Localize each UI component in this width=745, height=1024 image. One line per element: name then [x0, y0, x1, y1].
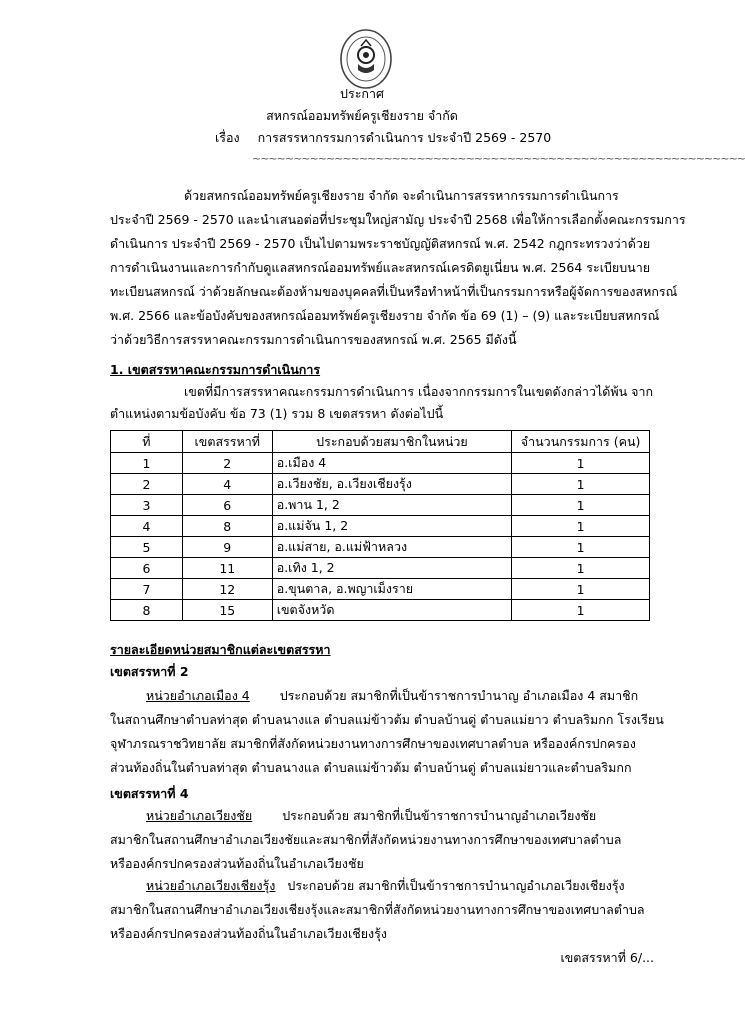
zone4-unit2-line-1-text: ประกอบด้วย สมาชิกที่เป็นข้าราชการบำนาญอำเภอเวียงเชียงรุ้ง: [287, 878, 625, 893]
announcement-title: ประกาศ: [340, 86, 384, 101]
zone2-heading: เขตสรรหาที่ 2: [110, 664, 189, 679]
zone2-line-1: [146, 688, 638, 704]
cell-count: 1: [512, 537, 650, 558]
cell-units: อ.แม่สาย, อ.แม่ฟ้าหลวง: [272, 537, 512, 558]
subject-label: เรื่อง: [215, 130, 240, 145]
intro-line-4: การดำเนินงานและการกำกับดูแลสหกรณ์ออมทรัพย์และสหกรณ์เครดิตยูเนี่ยน พ.ศ. 2564 ระเบียบนาย: [110, 260, 651, 275]
table-row: [111, 558, 650, 579]
zone4-unit1-name: หน่วยอำเภอเวียงชัย: [146, 808, 253, 823]
cell-no: 1: [111, 453, 183, 474]
table-row: [111, 537, 650, 558]
zone4-unit2-line-3: หรือองค์กรปกครองส่วนท้องถิ่นในอำเภอเวียงเชียงรุ้ง: [110, 926, 387, 941]
cell-units: อ.พาน 1, 2: [272, 495, 512, 516]
cell-units: อ.เมือง 4: [272, 453, 512, 474]
zone4-unit2-line-2: สมาชิกในสถานศึกษาอำเภอเวียงเชียงรุ้งและสมาชิกที่สังกัดหน่วยงานทางการศึกษาของเทศบาลตำบล: [110, 902, 645, 917]
header-zone: เขตสรรหาที่: [182, 431, 272, 453]
cell-count: 1: [512, 453, 650, 474]
cell-zone: 12: [182, 579, 272, 600]
zone2-unit-name: หน่วยอำเภอเมือง 4: [146, 688, 250, 703]
zone4-unit1-line-1: [146, 808, 596, 824]
cell-count: 1: [512, 495, 650, 516]
table-header-row: [111, 431, 650, 453]
table-row: [111, 495, 650, 516]
header-divider: ~~~~~~~~~~~~~~~~~~~~~~~~~~~~~~~~~~~~~~~~~~~~~~~~~~~~~~~~~~~~: [252, 152, 745, 165]
section1-line-1: เขตที่มีการสรรหาคณะกรรมการดำเนินการ เนื่องจากกรรมการในเขตดังกล่าวได้พ้น จาก: [184, 384, 654, 399]
cell-units: อ.แม่จัน 1, 2: [272, 516, 512, 537]
cell-zone: 2: [182, 453, 272, 474]
zone2-line-2: ในสถานศึกษาตำบลท่าสุด ตำบลนางแล ตำบลแม่ข้าวต้ม ตำบลบ้านดู่ ตำบลแม่ยาว ตำบลริมกก โรงเรียน: [110, 712, 664, 727]
header-units: ประกอบด้วยสมาชิกในหน่วย: [272, 431, 512, 453]
zone4-heading: เขตสรรหาที่ 4: [110, 786, 189, 801]
cell-units: อ.ขุนตาล, อ.พญาเม็งราย: [272, 579, 512, 600]
cell-count: 1: [512, 579, 650, 600]
continuation-note: เขตสรรหาที่ 6/...: [560, 950, 654, 965]
cell-zone: 15: [182, 600, 272, 621]
cell-units: เขตจังหวัด: [272, 600, 512, 621]
zone4-unit1-line-1-text: ประกอบด้วย สมาชิกที่เป็นข้าราชการบำนาญอำเภอเวียงชัย: [282, 808, 597, 823]
zone2-line-1-text: ประกอบด้วย สมาชิกที่เป็นข้าราชการบำนาญ อำเภอเมือง 4 สมาชิก: [279, 688, 639, 703]
zone4-unit1-line-3: หรือองค์กรปกครองส่วนท้องถิ่นในอำเภอเวียงชัย: [110, 856, 364, 871]
intro-line-2: ประจำปี 2569 - 2570 และนำเสนอต่อที่ประชุมใหญ่สามัญ ประจำปี 2568 เพื่อให้การเลือกตั้งคณะกรรมการ: [110, 212, 686, 227]
zone4-unit2-name: หน่วยอำเภอเวียงเชียงรุ้ง: [146, 878, 276, 893]
intro-line-5: ทะเบียนสหกรณ์ ว่าด้วยลักษณะต้องห้ามของบุคคลที่เป็นหรือทำหน้าที่เป็นกรรมการหรือผู้จัดการของสหกรณ์: [110, 284, 678, 299]
intro-line-7: ว่าด้วยวิธีการสรรหาคณะกรรมการดำเนินการของสหกรณ์ พ.ศ. 2565 มีดังนี้: [110, 332, 517, 347]
header-no: ที่: [111, 431, 183, 453]
subject-line: [215, 130, 551, 146]
table-row: [111, 453, 650, 474]
zone4-unit1-line-2: สมาชิกในสถานศึกษาอำเภอเวียงชัยและสมาชิกที่สังกัดหน่วยงานทางการศึกษาของเทศบาลตำบล: [110, 832, 622, 847]
cell-no: 7: [111, 579, 183, 600]
cell-no: 5: [111, 537, 183, 558]
intro-line-1: ด้วยสหกรณ์ออมทรัพย์ครูเชียงราย จำกัด จะดำเนินการสรรหากรรมการดำเนินการ: [184, 188, 619, 203]
section1-heading: 1. เขตสรรหาคณะกรรมการดำเนินการ: [110, 362, 321, 377]
details-heading: รายละเอียดหน่วยสมาชิกแต่ละเขตสรรหา: [110, 642, 331, 657]
intro-line-3: ดำเนินการ ประจำปี 2569 - 2570 เป็นไปตามพระราชบัญญัติสหกรณ์ พ.ศ. 2542 กฎกระทรวงว่าด้วย: [110, 236, 651, 251]
cell-units: อ.เทิง 1, 2: [272, 558, 512, 579]
zone2-line-4: ส่วนท้องถิ่นในตำบลท่าสุด ตำบลนางแล ตำบลแม่ข้าวต้ม ตำบลบ้านดู่ ตำบลแม่ยาวและตำบลริมกก: [110, 760, 632, 775]
cell-zone: 8: [182, 516, 272, 537]
subject-text: การสรรหากรรมการดำเนินการ ประจำปี 2569 - 2570: [257, 130, 552, 145]
cell-zone: 11: [182, 558, 272, 579]
table-row: [111, 516, 650, 537]
cell-zone: 6: [182, 495, 272, 516]
cell-count: 1: [512, 474, 650, 495]
zone4-unit2-line-1: [146, 878, 625, 894]
header-count: จำนวนกรรมการ (คน): [512, 431, 650, 453]
table-row: [111, 579, 650, 600]
cell-count: 1: [512, 600, 650, 621]
organization-name: สหกรณ์ออมทรัพย์ครูเชียงราย จำกัด: [266, 108, 458, 123]
cell-no: 3: [111, 495, 183, 516]
table-row: [111, 600, 650, 621]
cell-units: อ.เวียงชัย, อ.เวียงเชียงรุ้ง: [272, 474, 512, 495]
cooperative-seal-icon: [339, 28, 393, 90]
cell-no: 4: [111, 516, 183, 537]
table-row: [111, 474, 650, 495]
cell-zone: 9: [182, 537, 272, 558]
zones-table: [110, 430, 650, 621]
zone2-line-3: จุฬาภรณราชวิทยาลัย สมาชิกที่สังกัดหน่วยงานทางการศึกษาของเทศบาลตำบล หรือองค์กรปกครอง: [110, 736, 636, 751]
cell-zone: 4: [182, 474, 272, 495]
section1-line-2: ตำแหน่งตามข้อบังคับ ข้อ 73 (1) รวม 8 เขตสรรหา ดังต่อไปนี้: [110, 406, 444, 421]
cell-no: 8: [111, 600, 183, 621]
cell-no: 2: [111, 474, 183, 495]
cell-count: 1: [512, 516, 650, 537]
intro-line-6: พ.ศ. 2566 และข้อบังคับของสหกรณ์ออมทรัพย์ครูเชียงราย จำกัด ข้อ 69 (1) – (9) และระเบียบสหกรณ์: [110, 308, 660, 323]
cell-no: 6: [111, 558, 183, 579]
cell-count: 1: [512, 558, 650, 579]
